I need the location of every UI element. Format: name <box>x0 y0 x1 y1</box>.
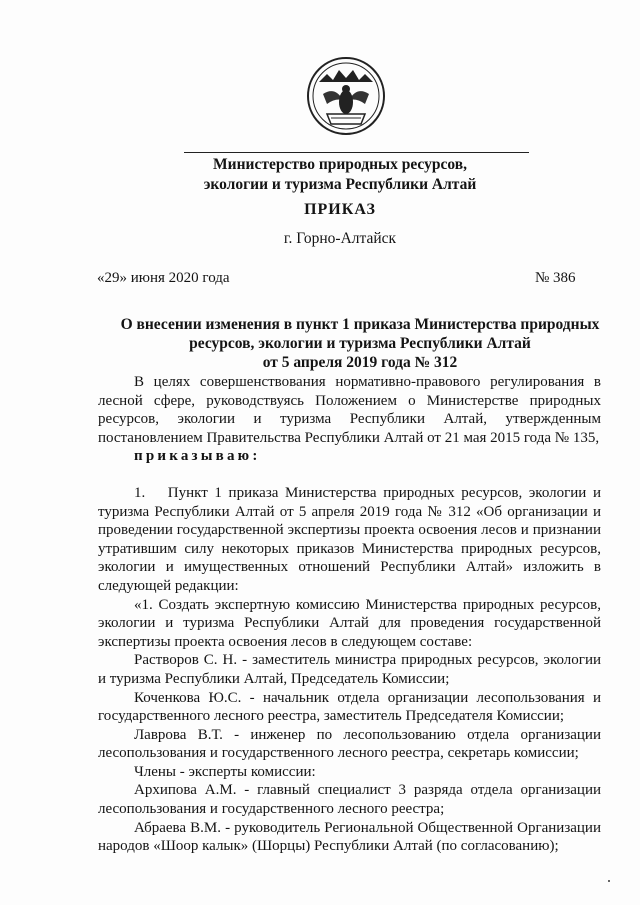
subject-line-2: ресурсов, экологии и туризма Республики Алтай <box>189 335 531 352</box>
scan-dot <box>608 880 610 882</box>
quoted-item: «1. Создать экспертную комиссию Министерства природных ресурсов, экологии и туризма Республики Алтай для проведения государственной экспертизы проекта освоения лесов в следующем составе: <box>98 596 601 650</box>
ministry-name <box>60 155 620 195</box>
commission-member: Абраева В.М. - руководитель Региональной Общественной Организации народов «Шоор калык» (Шорцы) Республики Алтай (по согласованию); <box>98 819 601 855</box>
header-divider <box>184 152 529 153</box>
preamble: В целях совершенствования нормативно-правового регулирования в лесной сфере, руководствуясь Положением о Министерстве природных ресурсов, экологии и туризма Республики Алтай, утвержденным постановлением Правительства Республики Алтай от 21 мая 2015 года № 135, <box>98 374 601 446</box>
coat-of-arms-icon <box>305 52 387 140</box>
subject-line-3: от 5 апреля 2019 года № 312 <box>262 354 458 371</box>
subject-line-1: О внесении изменения в пункт 1 приказа Министерства природных <box>120 316 600 333</box>
order-date: «29» июня 2020 года <box>97 270 230 286</box>
order-number: № 386 <box>535 270 576 286</box>
item-1: 1. Пункт 1 приказа Министерства природных ресурсов, экологии и туризма Республики Алтай от 5 апреля 2019 года № 312 «Об организации и проведении государственной экспертизы проекта освоения лесов и признании утратившим силу некоторых приказов Министерства природных ресурсов, экологии и имущественных отношений Республики Алтай» изложить в следующей редакции: <box>98 484 601 594</box>
ministry-line-1: Министерство природных ресурсов, <box>213 156 467 173</box>
order-body <box>98 373 601 856</box>
order-subject <box>110 315 610 372</box>
commission-member: Архипова А.М. - главный специалист 3 разряда отдела организации лесопользования и государственного лесного реестра; <box>98 782 601 818</box>
city: г. Горно-Алтайск <box>283 230 397 247</box>
commission-member: Коченкова Ю.С. - начальник отдела организации лесопользования и государственного лесного реестра, заместитель Председателя Комиссии; <box>98 689 601 725</box>
commission-member: Растворов С. Н. - заместитель министра природных ресурсов, экологии и туризма Республики Алтай, Председатель Комиссии; <box>98 652 601 687</box>
ministry-line-2: экологии и туризма Республики Алтай <box>203 176 477 193</box>
document-type: ПРИКАЗ <box>304 201 376 218</box>
members-heading: Члены - эксперты комиссии: <box>134 763 316 780</box>
commission-member: Лаврова В.Т. - инженер по лесопользованию отдела организации лесопользования и государственного лесного реестра, секретарь комиссии; <box>98 726 601 762</box>
orders-word: приказываю: <box>134 448 261 465</box>
